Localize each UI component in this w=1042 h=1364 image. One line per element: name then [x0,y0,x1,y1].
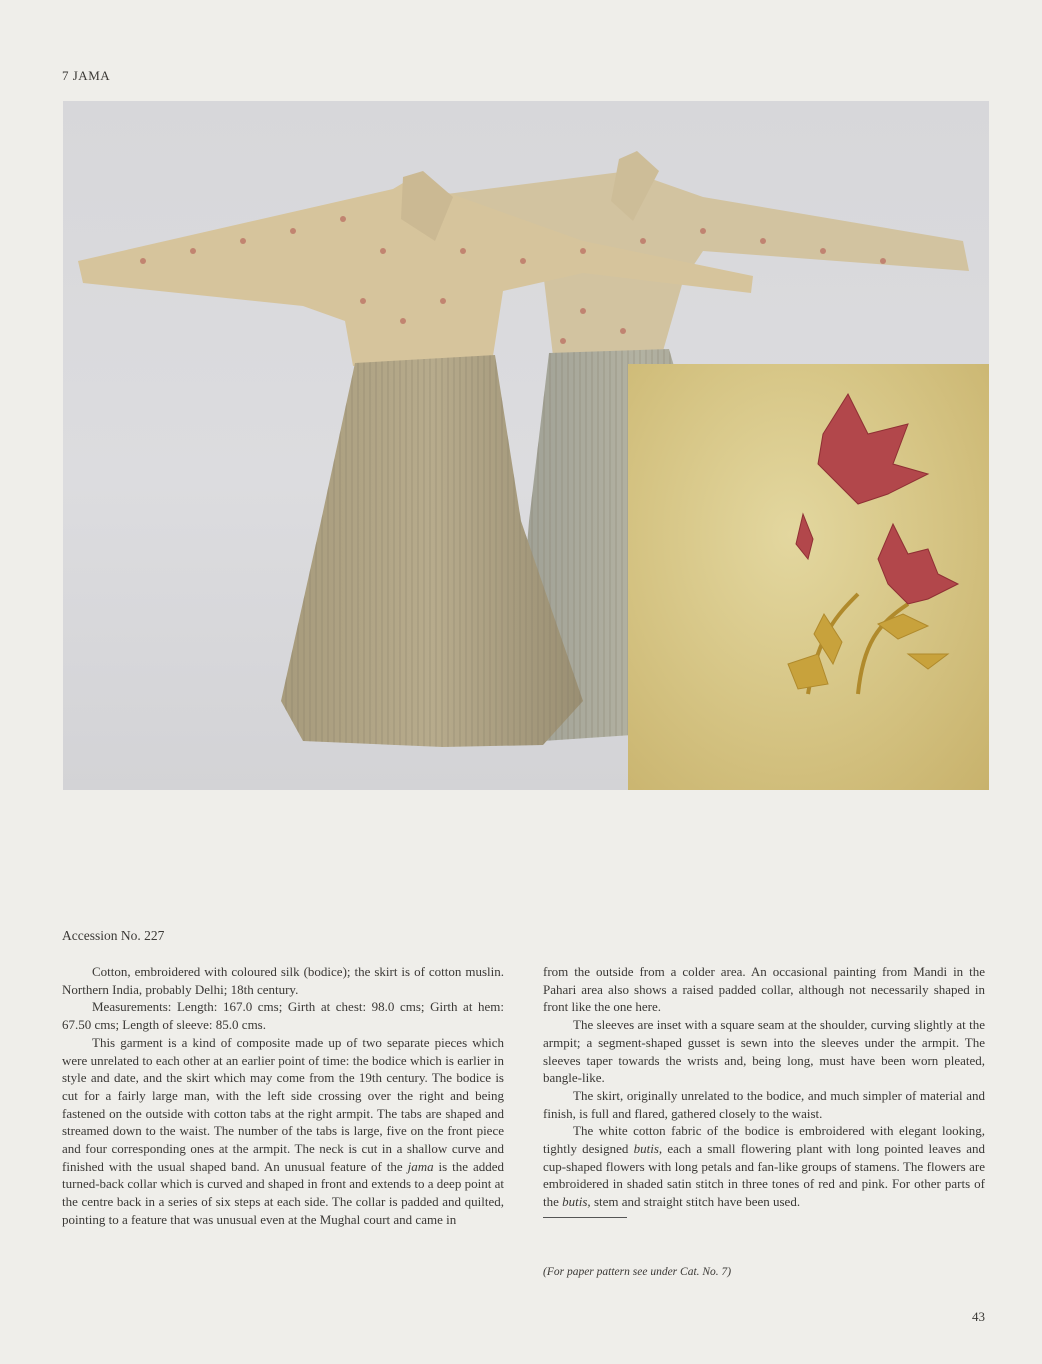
body-text-left-column [62,963,504,1229]
paragraph: The sleeves are inset with a square seam at the shoulder, curving slightly at the armpit; a segment-shaped gusset is sewn into the sleeves under the armpit. The sleeves taper towards the wrists and, being long, must have been worn pleated, bangle-like. [543,1017,985,1086]
text-run: stem and straight stitch have been used. [590,1194,801,1210]
paragraph: The skirt, originally unrelated to the bodice, and much simpler of material and finish, is full and flared, gathered closely to the waist. [543,1087,985,1121]
text-run: This garment is a kind of composite made up of two separate pieces which were unrelated to each other at an earlier point of time: the bodice which is earlier in style and date, and the skirt which may come from the 19th century. The bodice is cut for a fairly large man, with the left side crossing over the right and being fastened on the outside with cotton tabs at the right armpit. The tabs are shaped and streamed down to the waist. The number of the tabs is large, five on the front piece and four corresponding ones at the armpit. The neck is cut in a shallow curve and finished with the usual shaped band. An unusual feature of the [62,1034,504,1174]
embroidered-buti-detail-photo [628,364,989,790]
garment-photograph [63,101,989,790]
embroidery-detail-inset [628,364,989,790]
paragraph [62,1034,504,1229]
paragraph: from the outside from a colder area. An occasional painting from Mandi in the Pahari area also shows a raised padded collar, although not necessarily shaped in front like the one here. [543,964,985,1015]
text-run: each a small flowering plant with long pointed leaves and cup-shaped flowers with long petals and fan-like groups of stamens. The flowers are embroidered in shaded satin stitch in three tones of red and pink. For other parts of the [543,1141,985,1210]
section-title: 7 JAMA [62,68,111,83]
text-run: is the added turned-back collar which is curved and shaped in front and extends to a deep point at the centre back in a series of six steps at each side. The collar is padded and quilted, pointing to a feature that was unusual even at the Mughal court and came in [62,1158,505,1227]
text-run: The white cotton fabric of the bodice is embroidered with elegant looking, tightly designed [543,1123,985,1157]
italic-term: butis, [633,1141,663,1157]
page-number: 43 [972,1309,985,1324]
accession-number: Accession No. 227 [62,928,165,943]
paragraph: Measurements: Length: 167.0 cms; Girth at chest: 98.0 cms; Girth at hem: 67.50 cms; Length of sleeve: 85.0 cms. [62,999,504,1033]
paragraph [543,1122,985,1211]
italic-term: butis, [562,1194,591,1210]
italic-term: jama [407,1158,434,1174]
paragraph: Cotton, embroidered with coloured silk (bodice); the skirt is of cotton muslin. Northern India, probably Delhi; 18th century. [62,964,504,997]
body-text-right-column [543,963,985,1218]
footnote: (For paper pattern see under Cat. No. 7) [543,1266,732,1278]
footnote-divider [543,1217,627,1218]
